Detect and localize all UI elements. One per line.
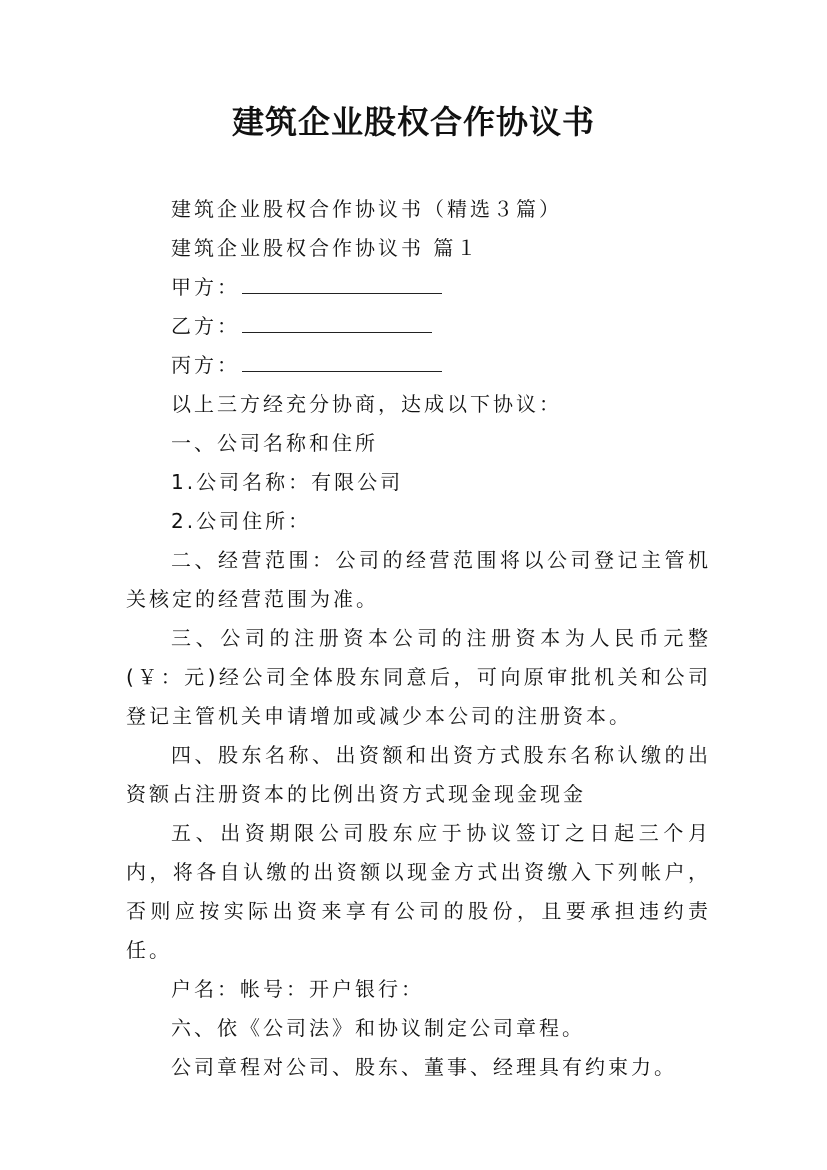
clause-4: 四、股东名称、出资额和出资方式股东名称认缴的出资额占注册资本的比例出资方式现金现金现金	[126, 743, 711, 806]
party-b-line	[126, 307, 711, 346]
party-b-label: 乙方：	[171, 314, 240, 338]
account-info: 户名：帐号：开户银行：	[171, 977, 424, 1001]
clause-1-heading: 一、公司名称和住所	[171, 431, 378, 455]
clause-1-item-2: 2.公司住所：	[171, 509, 312, 533]
document-title: 建筑企业股权合作协议书	[231, 103, 595, 141]
party-b-blank	[242, 310, 432, 333]
clause-1-item-1: 1.公司名称：有限公司	[171, 470, 404, 494]
clause-2: 二、经营范围：公司的经营范围将以公司登记主管机关核定的经营范围为准。	[126, 548, 711, 611]
party-c-line	[126, 346, 711, 385]
party-a-label: 甲方：	[171, 275, 240, 299]
agreement-intro: 以上三方经充分协商，达成以下协议：	[171, 392, 562, 416]
subtitle-line: 建筑企业股权合作协议书（精选３篇）	[171, 197, 562, 221]
document-body	[126, 190, 711, 1087]
section-heading: 建筑企业股权合作协议书 篇１	[171, 236, 480, 260]
party-c-blank	[242, 349, 442, 372]
party-a-line	[126, 268, 711, 307]
clause-6: 六、依《公司法》和协议制定公司章程。	[171, 1016, 585, 1040]
party-c-label: 丙方：	[171, 353, 240, 377]
clause-6-detail: 公司章程对公司、股东、董事、经理具有约束力。	[171, 1055, 677, 1079]
party-a-blank	[242, 271, 442, 294]
clause-3: 三、公司的注册资本公司的注册资本为人民币元整(￥：元)经公司全体股东同意后，可向原审批机关和公司登记主管机关申请增加或减少本公司的注册资本。	[126, 626, 711, 728]
clause-5: 五、出资期限公司股东应于协议签订之日起三个月内，将各自认缴的出资额以现金方式出资缴入下列帐户，否则应按实际出资来享有公司的股份，且要承担违约责任。	[126, 821, 711, 962]
